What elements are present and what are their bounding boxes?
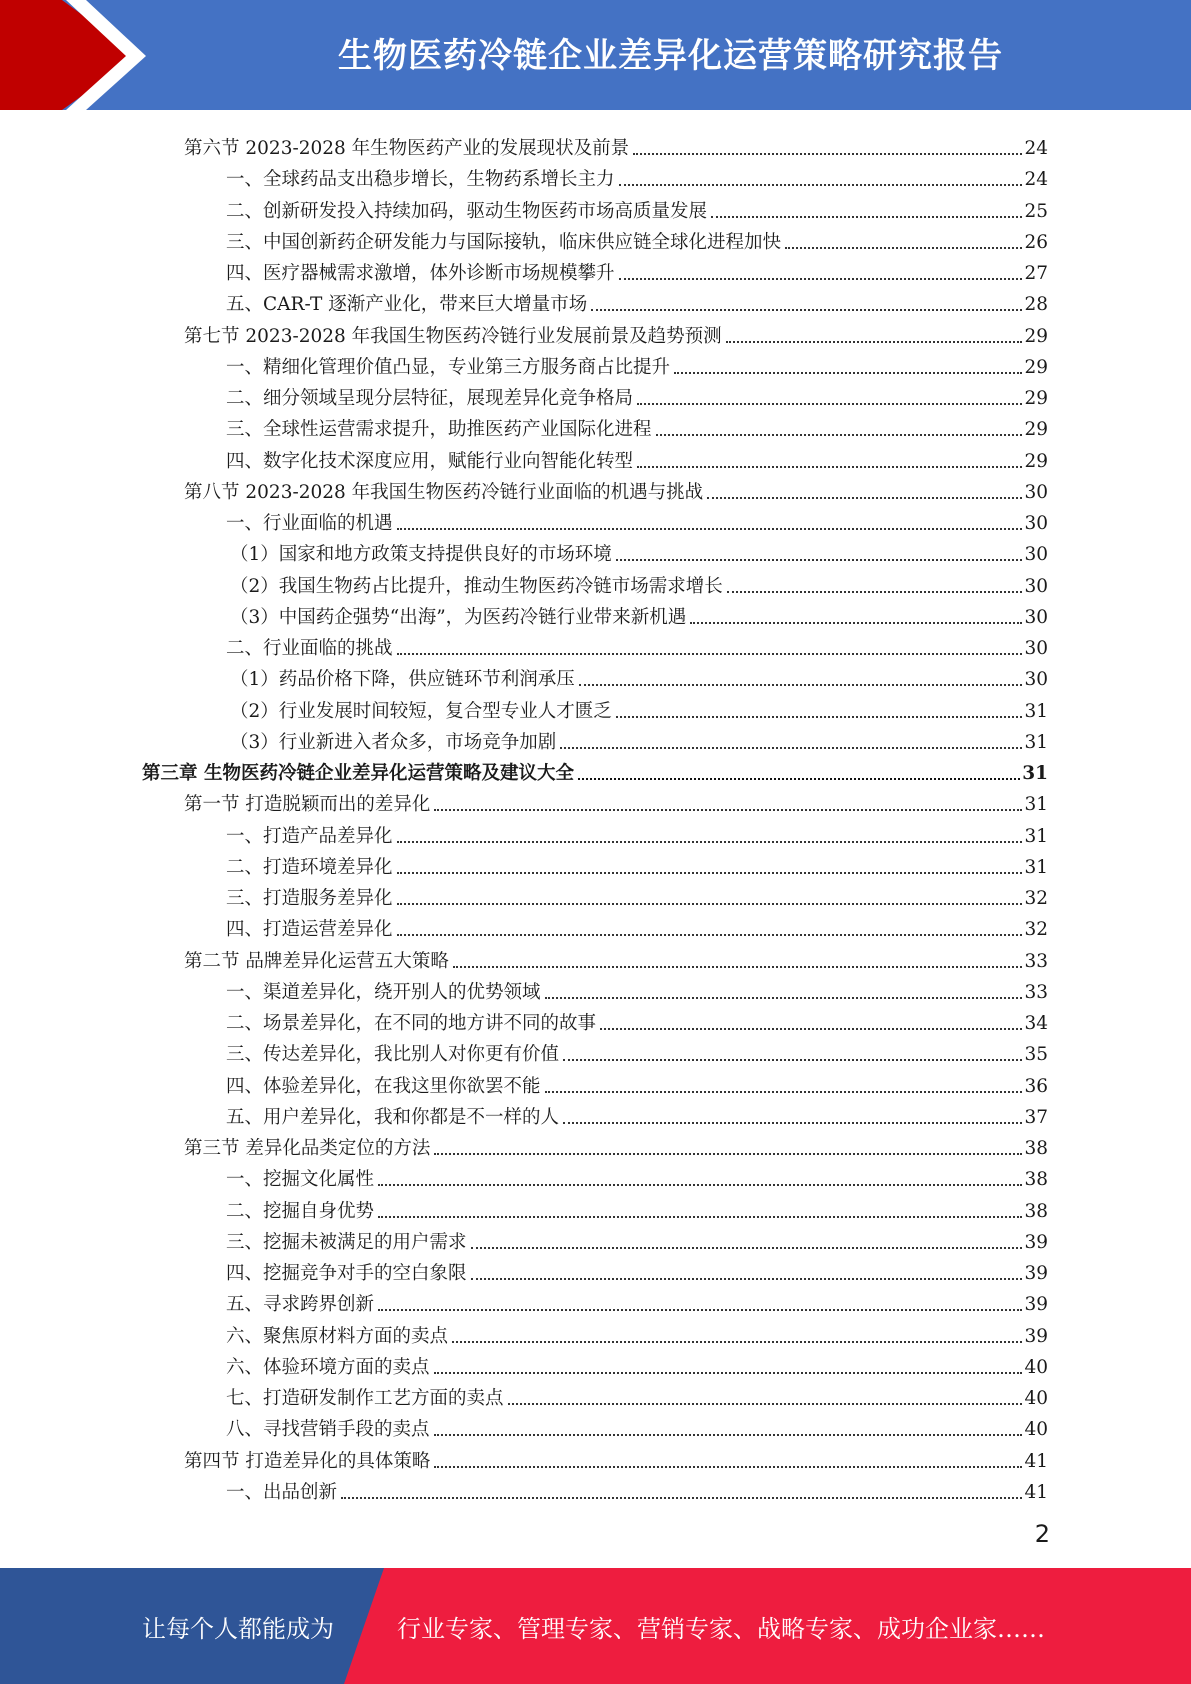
toc-dot-leader: [563, 1059, 1022, 1061]
toc-entry[interactable]: [230, 535, 1048, 566]
toc-entry[interactable]: [226, 1035, 1048, 1066]
toc-dot-leader: [471, 1247, 1023, 1249]
toc-entry[interactable]: [230, 723, 1048, 754]
toc-dot-leader: [545, 997, 1023, 999]
page-number: 2: [1034, 1520, 1050, 1548]
toc-entry[interactable]: [230, 598, 1048, 629]
toc-entry-page: 24: [1024, 138, 1048, 159]
toc-dot-leader: [656, 434, 1023, 436]
toc-entry[interactable]: [226, 1379, 1048, 1410]
toc-entry-label: 一、行业面临的机遇: [226, 513, 393, 534]
toc-entry-page: 27: [1024, 263, 1048, 284]
toc-dot-leader: [633, 153, 1022, 155]
toc-dot-leader: [434, 1466, 1022, 1468]
toc-dot-leader: [619, 184, 1023, 186]
toc-entry-page: 26: [1024, 231, 1048, 253]
toc-entry-page: 30: [1024, 638, 1048, 659]
toc-dot-leader: [452, 1341, 1022, 1343]
toc-dot-leader: [591, 309, 1022, 311]
toc-entry[interactable]: [226, 1317, 1048, 1348]
toc-entry-page: 31: [1024, 825, 1048, 847]
toc-entry-page: 30: [1024, 481, 1048, 503]
toc-entry-page: 30: [1024, 606, 1048, 628]
toc-entry-label: 四、打造运营差异化: [226, 919, 393, 941]
toc-entry-page: 29: [1024, 419, 1048, 441]
toc-entry-label: 一、全球药品支出稳步增长，生物药系增长主力: [226, 169, 615, 191]
toc-entry-label: 第七节 2023-2028 年我国生物医药冷链行业发展前景及趋势预测: [184, 325, 722, 347]
toc-entry-label: 第二节 品牌差异化运营五大策略: [184, 950, 449, 972]
toc-entry[interactable]: [184, 317, 1048, 348]
toc-entry-label: （3）行业新进入者众多，市场竞争加剧: [230, 731, 557, 753]
toc-entry[interactable]: [184, 785, 1048, 816]
toc-entry-page: 31: [1024, 700, 1048, 722]
toc-entry-label: 一、挖掘文化属性: [226, 1169, 375, 1191]
toc-entry[interactable]: [226, 629, 1048, 660]
toc-entry[interactable]: [184, 1442, 1048, 1473]
toc-dot-leader: [453, 966, 1023, 968]
toc-entry-page: 29: [1024, 388, 1048, 409]
toc-entry[interactable]: [230, 567, 1048, 598]
toc-entry[interactable]: [184, 1129, 1048, 1160]
toc-entry-label: 三、挖掘未被满足的用户需求: [226, 1231, 467, 1253]
toc-entry-page: 24: [1024, 169, 1048, 191]
toc-entry-page: 32: [1024, 888, 1048, 909]
toc-dot-leader: [726, 341, 1023, 343]
toc-entry[interactable]: [226, 1254, 1048, 1285]
toc-entry[interactable]: [230, 660, 1048, 691]
toc-entry[interactable]: [226, 1285, 1048, 1316]
toc-dot-leader: [471, 1278, 1023, 1280]
toc-entry-page: 41: [1024, 1450, 1048, 1472]
toc-entry-label: （2）行业发展时间较短，复合型专业人才匮乏: [230, 700, 612, 722]
toc-entry-label: 五、寻求跨界创新: [226, 1294, 375, 1316]
toc-entry-label: 四、挖掘竞争对手的空白象限: [226, 1263, 467, 1284]
report-title: 生物医药冷链企业差异化运营策略研究报告: [338, 35, 1003, 76]
toc-dot-leader: [785, 247, 1022, 249]
toc-entry-label: 七、打造研发制作工艺方面的卖点: [226, 1388, 504, 1409]
toc-entry-page: 37: [1024, 1106, 1048, 1128]
toc-entry-page: 40: [1024, 1388, 1048, 1409]
toc-dot-leader: [727, 591, 1023, 593]
toc-entry-label: 五、CAR-T 逐渐产业化，带来巨大增量市场: [226, 294, 588, 316]
toc-entry-page: 30: [1024, 544, 1048, 566]
toc-entry-label: 五、用户差异化，我和你都是不一样的人: [226, 1106, 560, 1128]
toc-entry-page: 29: [1024, 356, 1048, 378]
toc-entry-label: 八、寻找营销手段的卖点: [226, 1419, 430, 1441]
toc-entry[interactable]: [226, 348, 1048, 379]
toc-dot-leader: [563, 1122, 1022, 1124]
toc-dot-leader: [674, 372, 1022, 374]
toc-dot-leader: [397, 934, 1023, 936]
toc-dot-leader: [578, 778, 1020, 780]
toc-entry-page: 40: [1024, 1356, 1048, 1378]
toc-entry[interactable]: [226, 879, 1048, 910]
toc-entry-label: 第八节 2023-2028 年我国生物医药冷链行业面临的机遇与挑战: [184, 481, 704, 503]
toc-entry-label: 六、体验环境方面的卖点: [226, 1356, 430, 1378]
toc-entry-label: （3）中国药企强势“出海”，为医药冷链行业带来新机遇: [230, 606, 687, 628]
toc-entry-page: 31: [1024, 794, 1048, 816]
toc-entry-label: 一、出品创新: [226, 1481, 338, 1503]
toc-entry-label: 第一节 打造脱颖而出的差异化: [184, 794, 431, 816]
toc-entry-label: 三、全球性运营需求提升，助推医药产业国际化进程: [226, 419, 652, 441]
toc-entry-page: 38: [1024, 1200, 1048, 1222]
toc-entry[interactable]: [184, 942, 1048, 973]
toc-entry-label: 二、创新研发投入持续加码，驱动生物医药市场高质量发展: [226, 200, 708, 222]
toc-dot-leader: [616, 559, 1023, 561]
toc-entry[interactable]: [226, 1348, 1048, 1379]
footer-slogan-left: 让每个人都能成为: [142, 1614, 334, 1643]
toc-entry[interactable]: [226, 1410, 1048, 1441]
toc-entry[interactable]: [226, 254, 1048, 285]
toc-dot-leader: [690, 622, 1022, 624]
toc-entry-page: 28: [1024, 294, 1048, 316]
toc-entry[interactable]: [226, 1067, 1048, 1098]
toc-entry-label: （2）我国生物药占比提升，推动生物医药冷链市场需求增长: [230, 575, 723, 597]
toc-entry-page: 31: [1024, 856, 1048, 878]
toc-dot-leader: [560, 747, 1022, 749]
toc-dot-leader: [378, 1184, 1022, 1186]
toc-dot-leader: [545, 1091, 1023, 1093]
toc-entry-page: 33: [1024, 950, 1048, 972]
toc-dot-leader: [341, 1497, 1022, 1499]
toc-entry-page: 34: [1024, 1013, 1048, 1034]
toc-entry-label: 三、打造服务差异化: [226, 888, 393, 909]
toc-entry-label: 一、渠道差异化，绕开别人的优势领域: [226, 981, 541, 1003]
toc-entry-label: 六、聚焦原材料方面的卖点: [226, 1325, 449, 1347]
toc-entry-page: 31: [1024, 731, 1048, 753]
toc-dot-leader: [378, 1309, 1022, 1311]
toc-entry-label: 三、中国创新药企研发能力与国际接轨，临床供应链全球化进程加快: [226, 231, 782, 253]
toc-entry[interactable]: [226, 1473, 1048, 1504]
toc-dot-leader: [637, 466, 1022, 468]
toc-entry-label: 四、数字化技术深度应用，赋能行业向智能化转型: [226, 450, 634, 472]
toc-entry-page: 40: [1024, 1419, 1048, 1441]
toc-entry-page: 39: [1024, 1294, 1048, 1316]
toc-entry-page: 30: [1024, 669, 1048, 691]
toc-dot-leader: [397, 872, 1023, 874]
report-header: [0, 0, 1191, 110]
toc-entry-page: 29: [1024, 325, 1048, 347]
toc-entry-page: 30: [1024, 513, 1048, 534]
toc-entry[interactable]: [226, 1160, 1048, 1191]
toc-entry-page: 38: [1024, 1138, 1048, 1159]
toc-entry[interactable]: [226, 442, 1048, 473]
toc-entry[interactable]: [226, 285, 1048, 316]
toc-entry[interactable]: [226, 1098, 1048, 1129]
toc-entry-label: 第四节 打造差异化的具体策略: [184, 1450, 431, 1472]
toc-entry-page: 39: [1024, 1325, 1048, 1347]
toc-entry-label: 二、行业面临的挑战: [226, 638, 393, 659]
toc-entry-label: 二、场景差异化，在不同的地方讲不同的故事: [226, 1013, 597, 1034]
toc-entry[interactable]: [226, 504, 1048, 535]
toc-entry-label: 第三节 差异化品类定位的方法: [184, 1138, 431, 1159]
toc-dot-leader: [434, 1153, 1022, 1155]
toc-entry[interactable]: [226, 160, 1048, 191]
toc-chapter-entry[interactable]: [142, 754, 1048, 785]
toc-entry[interactable]: [230, 692, 1048, 723]
toc-entry[interactable]: [226, 1223, 1048, 1254]
toc-dot-leader: [579, 684, 1023, 686]
toc-entry-page: 38: [1024, 1169, 1048, 1191]
toc-entry[interactable]: [226, 848, 1048, 879]
toc-entry-page: 41: [1024, 1481, 1048, 1503]
toc-entry-label: 第六节 2023-2028 年生物医药产业的发展现状及前景: [184, 138, 630, 159]
footer-slogan-right: 行业专家、管理专家、营销专家、战略专家、成功企业家……: [397, 1614, 1045, 1643]
toc-entry-page: 33: [1024, 981, 1048, 1003]
toc-entry-page: 39: [1024, 1231, 1048, 1253]
toc-dot-leader: [434, 809, 1022, 811]
toc-dot-leader: [707, 497, 1022, 499]
toc-entry[interactable]: [226, 192, 1048, 223]
toc-entry-page: 30: [1024, 575, 1048, 597]
toc-dot-leader: [616, 716, 1023, 718]
toc-dot-leader: [397, 841, 1023, 843]
toc-entry-label: （1）药品价格下降，供应链环节利润承压: [230, 669, 575, 691]
toc-entry[interactable]: [226, 1192, 1048, 1223]
toc-entry-label: 二、细分领域呈现分层特征，展现差异化竞争格局: [226, 388, 634, 409]
toc-dot-leader: [508, 1403, 1023, 1405]
toc-dot-leader: [600, 1028, 1022, 1030]
toc-entry-label: 四、体验差异化，在我这里你欲罢不能: [226, 1075, 541, 1097]
toc-entry[interactable]: [226, 1004, 1048, 1035]
toc-entry-page: 36: [1024, 1075, 1048, 1097]
toc-entry-label: 二、打造环境差异化: [226, 856, 393, 878]
toc-dot-leader: [711, 216, 1022, 218]
toc-entry-label: 二、挖掘自身优势: [226, 1200, 375, 1222]
toc-entry-page: 31: [1022, 763, 1048, 784]
header-arrow-decoration: [0, 0, 160, 110]
toc-entry[interactable]: [184, 129, 1048, 160]
toc-entry[interactable]: [226, 910, 1048, 941]
toc-entry-page: 39: [1024, 1263, 1048, 1284]
toc-entry-page: 25: [1024, 200, 1048, 222]
toc-dot-leader: [397, 903, 1023, 905]
report-footer: [0, 1568, 1191, 1684]
toc-entry-page: 35: [1024, 1044, 1048, 1066]
toc-entry-label: 一、打造产品差异化: [226, 825, 393, 847]
toc-entry[interactable]: [226, 817, 1048, 848]
toc-entry[interactable]: [226, 410, 1048, 441]
toc-entry-label: 四、医疗器械需求激增，体外诊断市场规模攀升: [226, 263, 615, 284]
toc-dot-leader: [434, 1372, 1023, 1374]
toc-entry-label: 三、传达差异化，我比别人对你更有价值: [226, 1044, 560, 1066]
toc-entry[interactable]: [184, 473, 1048, 504]
toc-entry-page: 29: [1024, 450, 1048, 472]
toc-entry-page: 32: [1024, 919, 1048, 941]
toc-entry-label: 第三章 生物医药冷链企业差异化运营策略及建议大全: [142, 763, 574, 784]
toc-entry-label: 一、精细化管理价值凸显，专业第三方服务商占比提升: [226, 356, 671, 378]
toc-dot-leader: [397, 653, 1023, 655]
toc-entry[interactable]: [226, 223, 1048, 254]
toc-dot-leader: [637, 403, 1022, 405]
toc-dot-leader: [378, 1216, 1022, 1218]
toc-dot-leader: [434, 1434, 1023, 1436]
toc-entry[interactable]: [226, 379, 1048, 410]
toc-entry-label: （1）国家和地方政策支持提供良好的市场环境: [230, 544, 612, 566]
toc-entry[interactable]: [226, 973, 1048, 1004]
toc-dot-leader: [619, 278, 1023, 280]
toc-dot-leader: [397, 528, 1023, 530]
